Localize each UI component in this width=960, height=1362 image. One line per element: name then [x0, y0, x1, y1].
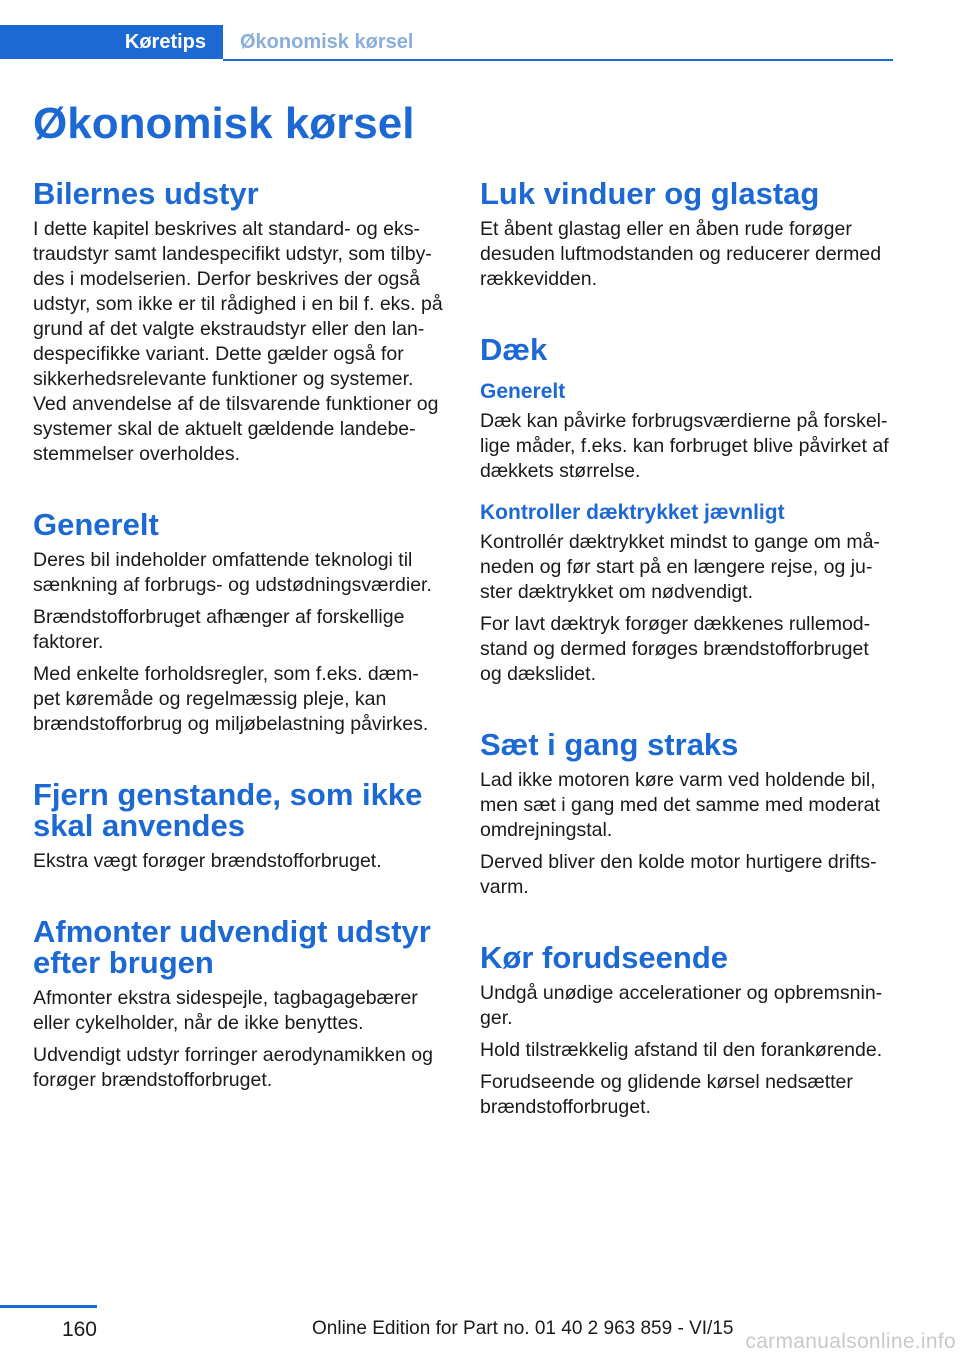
paragraph-daektryk-2: For lavt dæktryk forøger dækkenes rullemod‐ stand og dermed forøges brændstofforbruget og dækslidet.: [480, 613, 871, 685]
header-chapter-tab: Økonomisk kørsel: [240, 30, 414, 53]
header-section-tab: Køretips: [0, 25, 223, 59]
paragraph-luk-vinduer: Et åbent glastag eller en åben rude forøger desuden luftmodstanden og reducerer dermed rækkevidden.: [480, 218, 882, 290]
paragraph-forudseende-2: Hold tilstrækkelig afstand til den forankørende.: [480, 1039, 883, 1061]
paragraph-generelt-2: Brændstofforbruget afhænger af forskellige faktorer.: [33, 606, 405, 653]
edition-note: Online Edition for Part no. 01 40 2 963 859 - VI/15: [312, 1318, 734, 1339]
right-column: [480, 178, 900, 1120]
heading-luk-vinduer: Luk vinduer og glastag: [480, 176, 820, 211]
paragraph-generelt-1: Deres bil indeholder omfattende teknologi til sænkning af forbrugs- og udstødningsværdier.: [33, 549, 432, 596]
paragraph-saet-i-gang-1: Lad ikke motoren køre varm ved holdende bil, men sæt i gang med det samme med moderat omdrejningstal.: [480, 769, 880, 841]
paragraph-daek-generelt: Dæk kan påvirke forbrugsværdierne på forskel‐ lige måder, f.eks. kan forbruget blive påvirket af dækkets størrelse.: [480, 410, 889, 482]
paragraph-afmonter-1: Afmonter ekstra sidespejle, tagbagagebærer eller cykelholder, når de ikke benyttes.: [33, 987, 418, 1034]
heading-saet-i-gang: Sæt i gang straks: [480, 727, 739, 762]
paragraph-afmonter-2: Udvendigt udstyr forringer aerodynamikken og forøger brændstofforbruget.: [33, 1044, 433, 1091]
footer-rule: [0, 1305, 97, 1308]
paragraph-daektryk-1: Kontrollér dæktrykket mindst to gange om må‐ neden og før start på en længere rejse, og ju‐ ster dæktrykket om nødvendigt.: [480, 531, 880, 603]
left-column: [33, 178, 453, 1093]
paragraph-generelt-3: Med enkelte forholdsregler, som f.eks. dæm‐ pet køremåde og regelmæssig pleje, kan brændstofforbrug og miljøbelastning påvirkes.: [33, 663, 429, 735]
page-header: [0, 25, 893, 61]
paragraph-saet-i-gang-2: Derved bliver den kolde motor hurtigere drifts‐ varm.: [480, 851, 877, 898]
heading-koer-forudseende: Kør forudseende: [480, 940, 729, 975]
header-rule: [223, 59, 893, 61]
paragraph-fjern-genstande: Ekstra vægt forøger brændstofforbruget.: [33, 850, 382, 872]
subheading-daek-generelt: Generelt: [480, 380, 566, 403]
heading-bilernes-udstyr: Bilernes udstyr: [33, 176, 259, 211]
page-number: 160: [61, 1318, 97, 1341]
paragraph-forudseende-3: Forudseende og glidende kørsel nedsætter brændstofforbruget.: [480, 1071, 853, 1118]
paragraph-udstyr: I dette kapitel beskrives alt standard- og eks‐ traudstyr samt landespecifikt udstyr, som tilby‐ des i modelserien. Derfor beskrives der også udstyr, som ikke er til rådighed i en bil f. eks. på grund af det valgte ekstraudstyr eller den lan‐ despecifikke variant. Dette gælder også for sikkerhedsrelevante funktioner og systemer. Ved anvendelse af de tilsvarende funktioner og systemer skal de aktuelt gældende landebe‐ stemmelser overholdes.: [33, 218, 443, 465]
heading-daek: Dæk: [480, 332, 548, 367]
heading-fjern-genstande: Fjern genstande, som ikke skal anvendes: [33, 777, 423, 843]
paragraph-forudseende-1: Undgå unødige accelerationer og opbremsnin‐ ger.: [480, 982, 883, 1029]
heading-afmonter-udstyr: Afmonter udvendigt udstyr efter brugen: [33, 914, 431, 980]
subheading-daektryk: Kontroller dæktrykket jævnligt: [480, 501, 785, 524]
watermark: carmanualsonline.info: [745, 1330, 956, 1353]
heading-generelt: Generelt: [33, 507, 159, 542]
page-title: Økonomisk kørsel: [33, 99, 415, 148]
